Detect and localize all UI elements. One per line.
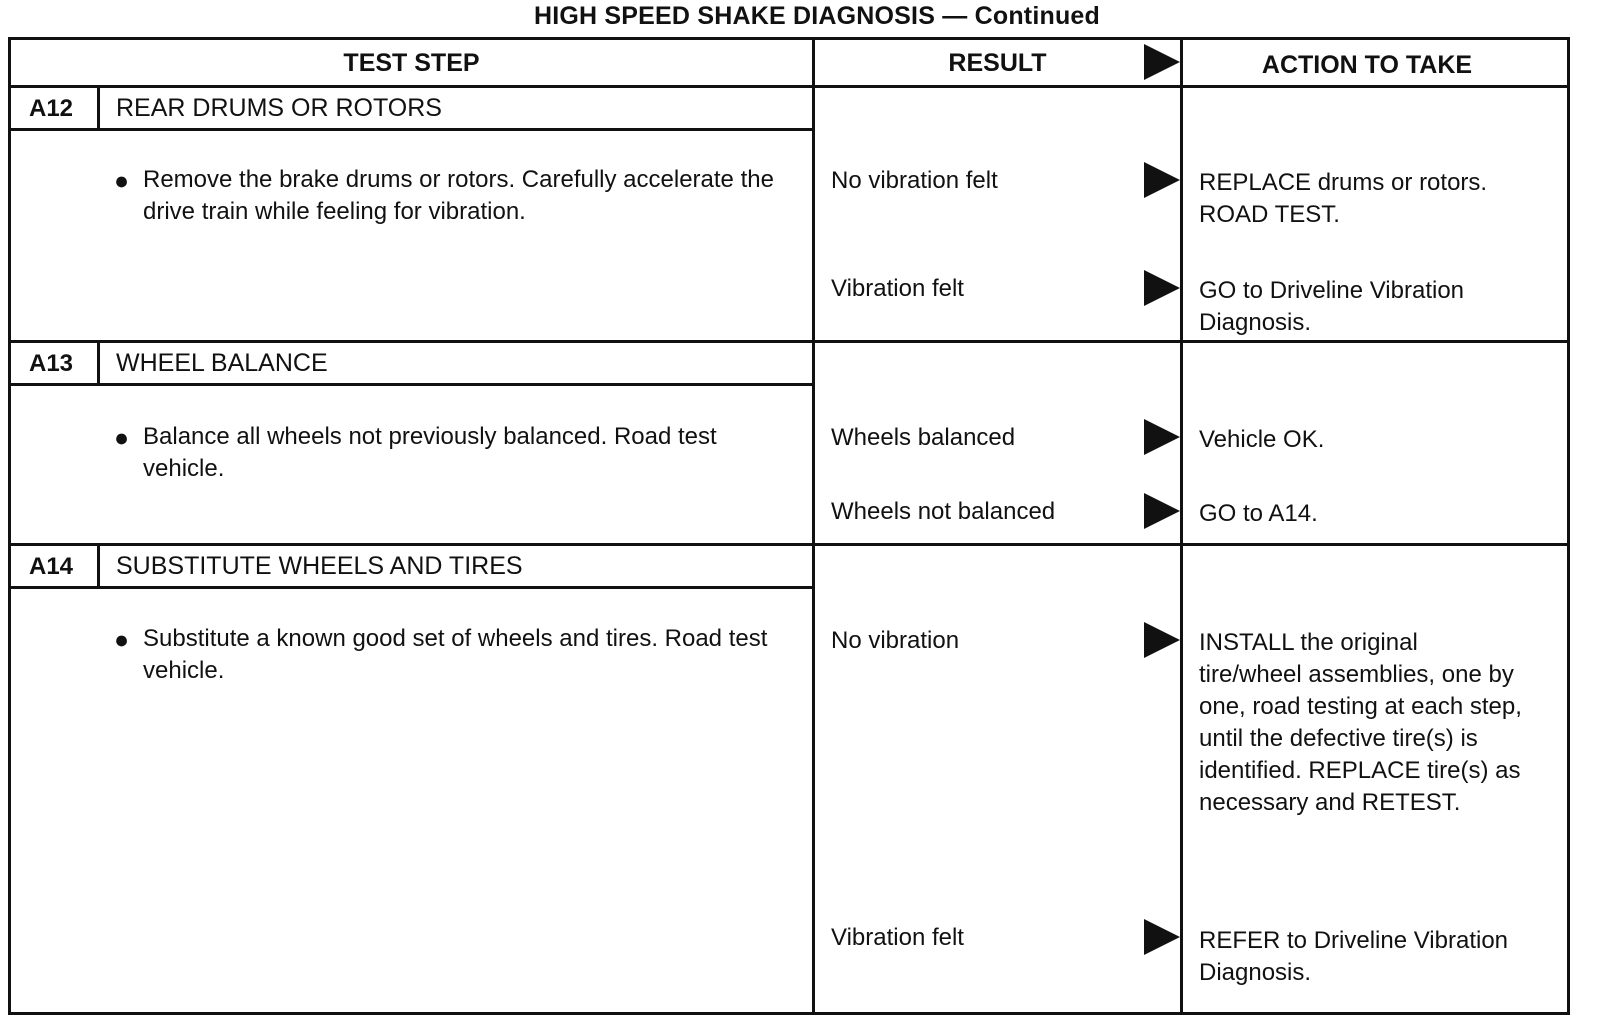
- step-a12-result-2: Vibration felt: [831, 275, 964, 302]
- step-a13-action-2: GO to A14.: [1199, 500, 1318, 527]
- step-a14-action-1: INSTALL the original tire/wheel assemblies, one by one, road testing at each step, until the defective tire(s) is identified. REPLACE tire(s) as necessary and RETEST.: [1199, 629, 1522, 816]
- result-arrow-icon: [1144, 270, 1180, 306]
- step-a14-id-divider: [97, 543, 100, 586]
- step-a14-id: A14: [29, 553, 74, 580]
- step-a13-id-divider: [97, 340, 100, 383]
- step-a14-result-2: Vibration felt: [831, 924, 964, 951]
- header-arrow-icon: [1144, 44, 1180, 80]
- step-a12-bottom-divider: [11, 340, 1567, 343]
- header-test-step: TEST STEP: [343, 49, 480, 77]
- header-divider: [11, 85, 1567, 88]
- step-a12-result-1: No vibration felt: [831, 167, 998, 194]
- bullet-icon: ●: [114, 167, 130, 195]
- step-a12-instruction: Remove the brake drums or rotors. Carefully accelerate the drive train while feeling for vibration.: [143, 166, 774, 225]
- step-a12-id: A12: [29, 95, 74, 122]
- title-dash: —: [942, 2, 968, 30]
- step-a12-name: REAR DRUMS OR ROTORS: [116, 94, 442, 122]
- bullet-icon: ●: [114, 424, 130, 452]
- bullet-icon: ●: [114, 626, 130, 654]
- result-arrow-icon: [1144, 493, 1180, 529]
- result-arrow-icon: [1144, 419, 1180, 455]
- step-a13-title-underline: [11, 383, 812, 386]
- step-a14-instruction: Substitute a known good set of wheels and tires. Road test vehicle.: [143, 625, 768, 684]
- title-continued: Continued: [974, 2, 1100, 30]
- result-arrow-icon: [1144, 622, 1180, 658]
- step-a12-title-underline: [11, 128, 812, 131]
- header-result: RESULT: [948, 49, 1047, 77]
- step-a14-name: SUBSTITUTE WHEELS AND TIRES: [116, 552, 523, 580]
- step-a14-title-underline: [11, 586, 812, 589]
- step-a13-name: WHEEL BALANCE: [116, 349, 328, 377]
- result-arrow-icon: [1144, 919, 1180, 955]
- step-a13-id: A13: [29, 350, 74, 377]
- column-divider-action: [1180, 40, 1183, 1015]
- step-a12-action-1: REPLACE drums or rotors. ROAD TEST.: [1199, 169, 1488, 228]
- step-a12-action-2: GO to Driveline Vibration Diagnosis.: [1199, 277, 1465, 336]
- step-a13-result-2: Wheels not balanced: [831, 498, 1056, 525]
- step-a13-action-1: Vehicle OK.: [1199, 426, 1325, 453]
- result-arrow-icon: [1144, 162, 1180, 198]
- step-a14-result-1: No vibration: [831, 627, 960, 654]
- step-a13-instruction: Balance all wheels not previously balanced. Road test vehicle.: [143, 423, 717, 482]
- step-a13-result-1: Wheels balanced: [831, 424, 1016, 451]
- title-main: HIGH SPEED SHAKE DIAGNOSIS: [533, 2, 936, 30]
- page-title: [0, 2, 1100, 31]
- diagnosis-table: [8, 37, 1570, 1015]
- step-a14-action-2: REFER to Driveline Vibration Diagnosis.: [1199, 927, 1509, 986]
- step-a13-bottom-divider: [11, 543, 1567, 546]
- header-action: ACTION TO TAKE: [1261, 51, 1473, 79]
- step-a12-id-divider: [97, 85, 100, 128]
- column-divider-result: [812, 40, 815, 1015]
